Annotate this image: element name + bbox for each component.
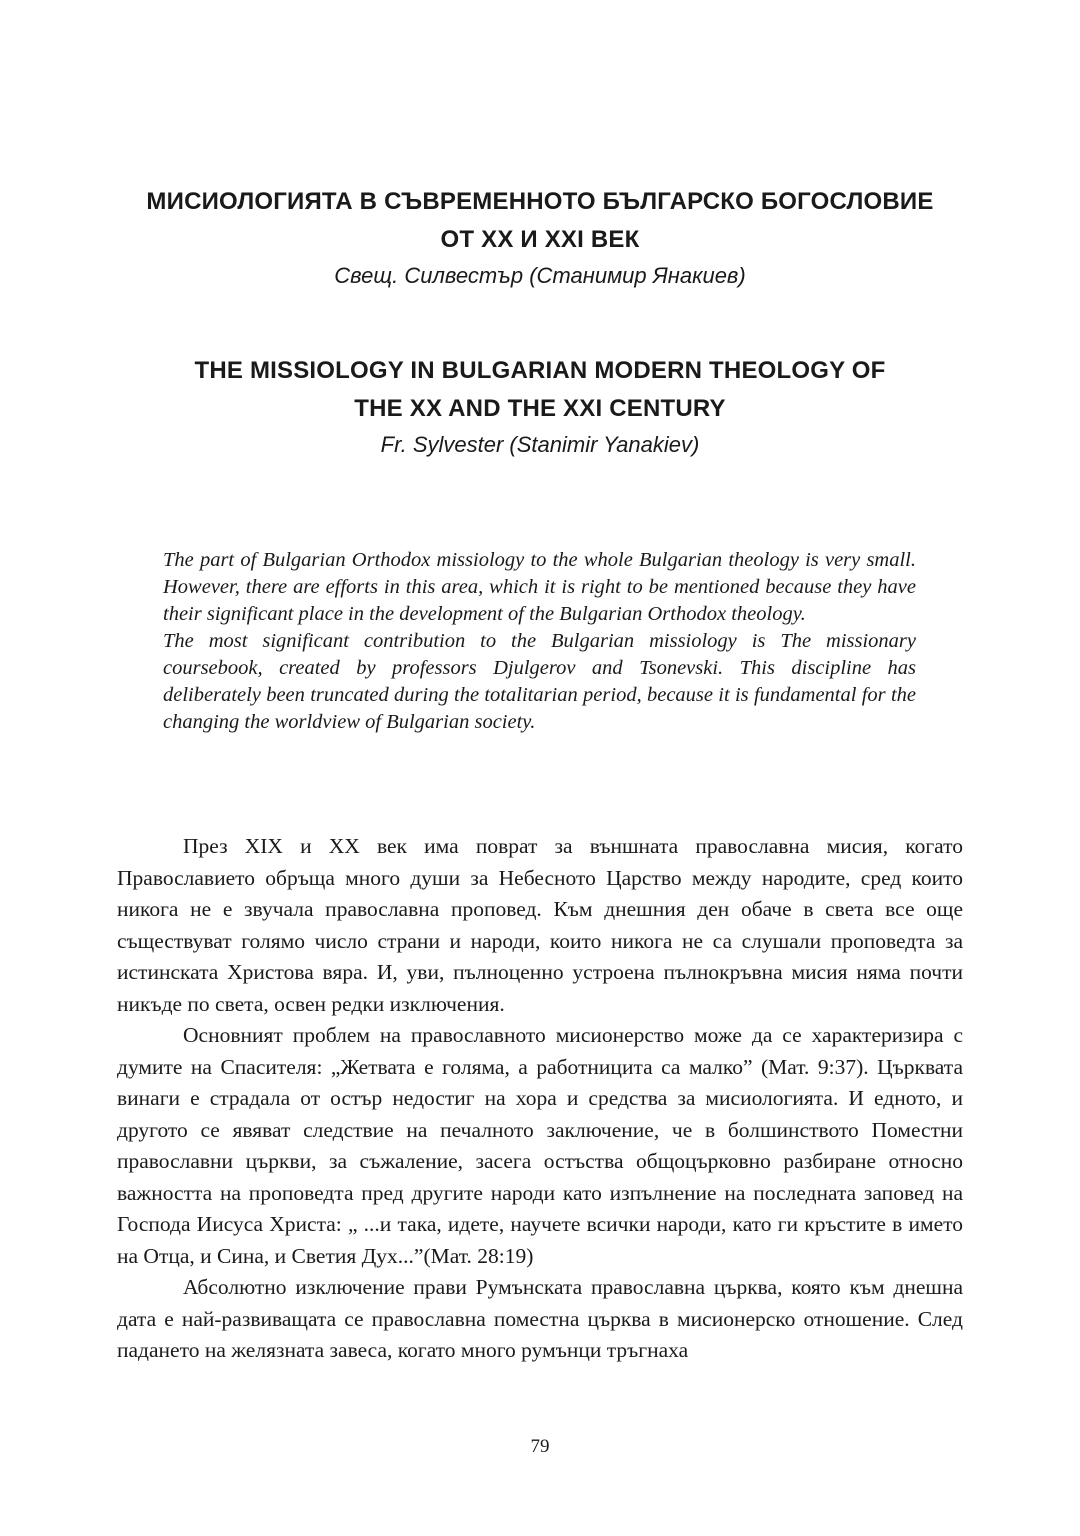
body-paragraph: Абсолютно изключение прави Румънската православна църква, която към днешна дата е най-развиващата се православна поместна църква в мисионерско отношение. След падането на желязната завеса, когато много румънци тръгнаха [117, 1275, 963, 1362]
english-author: Fr. Sylvester (Stanimir Yanakiev) [380, 432, 700, 457]
abstract [163, 547, 916, 736]
page-number: 79 [530, 1436, 550, 1457]
bulgarian-author: Свещ. Силвестър (Станимир Янакиев) [334, 263, 746, 288]
english-title-line-1: THE MISSIOLOGY IN BULGARIAN MODERN THEOLOGY OF [194, 357, 886, 384]
english-title-line-2: THE XX AND THE XXI CENTURY [354, 395, 726, 422]
body-text [117, 831, 963, 1367]
abstract-paragraph: The part of Bulgarian Orthodox missiology to the whole Bulgarian theology is very small. However, there are efforts in this area, which it is right to be mentioned because they have their significant place in the development of the Bulgarian Orthodox theology. [163, 549, 916, 625]
bulgarian-title-line-1: МИСИОЛОГИЯТА В СЪВРЕМЕННОТО БЪЛГАРСКО БОГОСЛОВИЕ [146, 188, 934, 215]
body-paragraph: Основният проблем на православното мисионерство може да се характеризира с думите на Спасителя: „Жетвата е голяма, а работницита са малко” (Мат. 9:37). Църквата винаги е страдала от остър недостиг на хора и средства за мисиологията. И едното, и другото се явяват следствие на печалното заключение, че в болшинството Поместни православни църкви, за съжаление, засега остъства общоцърковно разбиране относно важността на проповедта пред другите народи като изпълнение на последната заповед на Господа Иисуса Христа: „ ...и така, идете, научете всички народи, като ги кръстите в името на Отца, и Сина, и Светия Дух...”(Мат. 28:19) [117, 1023, 963, 1268]
abstract-paragraph: The most significant contribution to the Bulgarian missiology is The missionary coursebook, created by professors Djulgerov and Tsonevski. This discipline has deliberately been truncated during the totalitarian period, because it is fundamental for the changing the worldview of Bulgarian society. [163, 630, 916, 733]
body-paragraph: През XIX и XX век има поврат за външната православна мисия, когато Православието обръща много души за Небесното Царство между народите, сред които никога не е звучала православна проповед. Към днешния ден обаче в света все още съществуват голямо число страни и народи, които никога не са слушали проповедта за истинската Христова вяра. И, уви, пълноценно устроена пълнокръвна мисия няма почти никъде по света, освен редки изключения. [117, 834, 963, 1016]
bulgarian-title-line-2: ОТ XX И XXI ВЕК [440, 226, 640, 253]
english-title-block [100, 352, 980, 462]
bulgarian-title-block [100, 183, 980, 293]
